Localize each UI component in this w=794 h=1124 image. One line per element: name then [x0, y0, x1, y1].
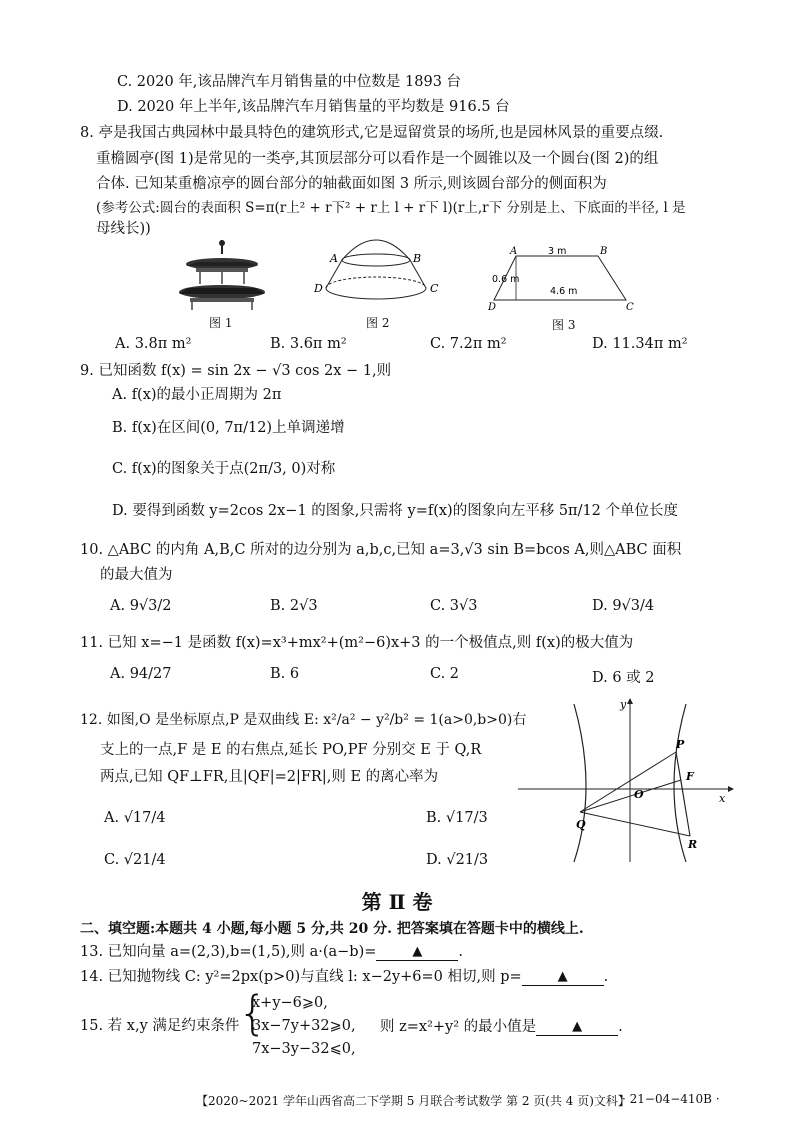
- fig2-label-a: A: [330, 252, 338, 265]
- figure-1-caption: 图 1: [209, 316, 233, 330]
- q7-option-d: D. 2020 年上半年,该品牌汽车月销售量的平均数是 916.5 台: [117, 99, 510, 115]
- q10-option-d: D. 9√3/4: [592, 598, 655, 614]
- hyperbola-label-r: R: [688, 838, 698, 851]
- q8-option-b: B. 3.6π m²: [270, 336, 347, 352]
- q14-triangle-mark: ▲: [557, 969, 568, 984]
- q9-option-c: C. f(x)的图象关于点(2π/3, 0)对称: [112, 461, 336, 477]
- q8-option-d: D. 11.34π m²: [592, 336, 688, 352]
- hyperbola-label-y: y: [620, 698, 627, 711]
- footer-right: · 21−04−410B ·: [622, 1092, 720, 1106]
- fig2-label-c: C: [430, 282, 439, 295]
- part-2-title: 第 Ⅱ 卷: [361, 890, 433, 914]
- q15-constraint-1: x+y−6⩾0,: [252, 995, 328, 1011]
- q10-stem-line1: 10. △ABC 的内角 A,B,C 所对的边分别为 a,b,c,已知 a=3,√3 sin B=bcos A,则△ABC 面积: [80, 542, 682, 558]
- frustum-cone-figure: [306, 238, 446, 314]
- q15-brace: {: [238, 986, 268, 1040]
- q13-triangle-mark: ▲: [412, 944, 423, 959]
- q10-option-b: B. 2√3: [270, 598, 318, 614]
- q10-stem-line2: 的最大值为: [100, 567, 173, 583]
- q9-stem: 9. 已知函数 f(x) = sin 2x − √3 cos 2x − 1,则: [80, 363, 392, 379]
- q9-option-d: D. 要得到函数 y=2cos 2x−1 的图象,只需将 y=f(x)的图象向左平移 5π/12 个单位长度: [112, 503, 679, 519]
- q12-stem-line1: 12. 如图,O 是坐标原点,P 是双曲线 E: x²/a² − y²/b² = 1(a>0,b>0)右: [80, 712, 527, 728]
- hyperbola-label-x: x: [719, 792, 726, 805]
- q8-stem-line4: (参考公式:圆台的表面积 S=π(r上² + r下² + r上 l + r下 l)(r上,r下 分别是上、下底面的半径, l 是: [96, 200, 686, 216]
- q15-constraint-3: 7x−3y−32⩽0,: [252, 1041, 356, 1057]
- hyperbola-label-q: Q: [576, 818, 586, 831]
- section-2-header: 二、填空题:本题共 4 小题,每小题 5 分,共 20 分. 把答案填在答题卡中的横线上.: [80, 921, 584, 937]
- hyperbola-label-o: O: [634, 788, 644, 801]
- fig3-bottom-length: 4.6 m: [550, 286, 578, 297]
- fig3-label-c: C: [626, 302, 634, 312]
- q10-option-c: C. 3√3: [430, 598, 478, 614]
- hyperbola-figure: [518, 696, 738, 864]
- fig3-label-a: A: [510, 246, 518, 257]
- q8-stem-line2: 重檐圆亭(图 1)是常见的一类亭,其顶层部分可以看作是一个圆锥以及一个圆台(图 2)的组: [96, 151, 659, 167]
- hyperbola-label-p: P: [676, 738, 685, 751]
- q11-option-a: A. 94/27: [110, 666, 172, 682]
- fig3-height: 0.6 m: [492, 274, 520, 285]
- fig2-label-b: B: [413, 252, 422, 265]
- q15-prefix: 15. 若 x,y 满足约束条件: [80, 1018, 240, 1034]
- q13-answer-blank: [376, 942, 458, 961]
- q12-option-d: D. √21/3: [426, 852, 489, 868]
- q8-stem-line5: 母线长)): [96, 221, 151, 237]
- axial-section-figure: [486, 244, 646, 312]
- figure-3-caption: 图 3: [552, 318, 576, 332]
- fig2-label-d: D: [314, 282, 323, 295]
- q11-option-b: B. 6: [270, 666, 300, 682]
- q12-option-b: B. √17/3: [426, 810, 488, 826]
- q15-suffix-line: 则 z=x²+y² 的最小值是 ▲ .: [380, 1018, 623, 1035]
- q13-line: 13. 已知向量 a=(2,3),b=(1,5),则 a·(a−b)= ▲ .: [80, 943, 463, 960]
- q13-stem: 13. 已知向量 a=(2,3),b=(1,5),则 a·(a−b)=: [80, 943, 377, 960]
- q9-option-b: B. f(x)在区间(0, 7π/12)上单调递增: [112, 420, 345, 436]
- fig3-label-d: D: [488, 302, 497, 312]
- footer-left: 【2020~2021 学年山西省高二下学期 5 月联合考试数学 第 2 页(共 4 页)文科】: [196, 1094, 630, 1108]
- q15-suffix: 则 z=x²+y² 的最小值是: [380, 1018, 537, 1035]
- q15-constraint-2: 3x−7y+32⩾0,: [252, 1018, 356, 1034]
- q8-stem-line3: 合体. 已知某重檐凉亭的圆台部分的轴截面如图 3 所示,则该圆台部分的侧面积为: [96, 176, 607, 192]
- q9-option-a: A. f(x)的最小正周期为 2π: [112, 387, 282, 403]
- figure-2-caption: 图 2: [366, 316, 390, 330]
- q12-option-a: A. √17/4: [104, 810, 166, 826]
- q12-stem-line2: 支上的一点,F 是 E 的右焦点,延长 PO,PF 分别交 E 于 Q,R: [100, 742, 482, 758]
- fig3-label-b: B: [600, 246, 608, 257]
- q12-option-c: C. √21/4: [104, 852, 166, 868]
- q11-option-c: C. 2: [430, 666, 460, 682]
- q14-line: 14. 已知抛物线 C: y²=2px(p>0)与直线 l: x−2y+6=0 相切,则 p= ▲ .: [80, 968, 609, 985]
- hyperbola-label-f: F: [686, 770, 694, 783]
- q15-triangle-mark: ▲: [572, 1019, 583, 1034]
- q15-answer-blank: [536, 1017, 618, 1036]
- q14-answer-blank: [522, 967, 604, 986]
- q7-option-c: C. 2020 年,该品牌汽车月销售量的中位数是 1893 台: [117, 74, 462, 90]
- q11-stem: 11. 已知 x=−1 是函数 f(x)=x³+mx²+(m²−6)x+3 的一个极值点,则 f(x)的极大值为: [80, 635, 634, 651]
- pavilion-figure: [178, 240, 266, 312]
- q8-option-c: C. 7.2π m²: [430, 336, 507, 352]
- q11-option-d: D. 6 或 2: [592, 670, 655, 686]
- q10-option-a: A. 9√3/2: [110, 598, 172, 614]
- fig3-top-length: 3 m: [548, 246, 567, 257]
- q14-stem: 14. 已知抛物线 C: y²=2px(p>0)与直线 l: x−2y+6=0 相切,则 p=: [80, 968, 522, 985]
- q8-stem-line1: 8. 亭是我国古典园林中最具特色的建筑形式,它是逗留赏景的场所,也是园林风景的重要点缀.: [80, 125, 664, 141]
- q8-option-a: A. 3.8π m²: [115, 336, 192, 352]
- q12-stem-line3: 两点,已知 QF⊥FR,且|QF|=2|FR|,则 E 的离心率为: [100, 769, 439, 785]
